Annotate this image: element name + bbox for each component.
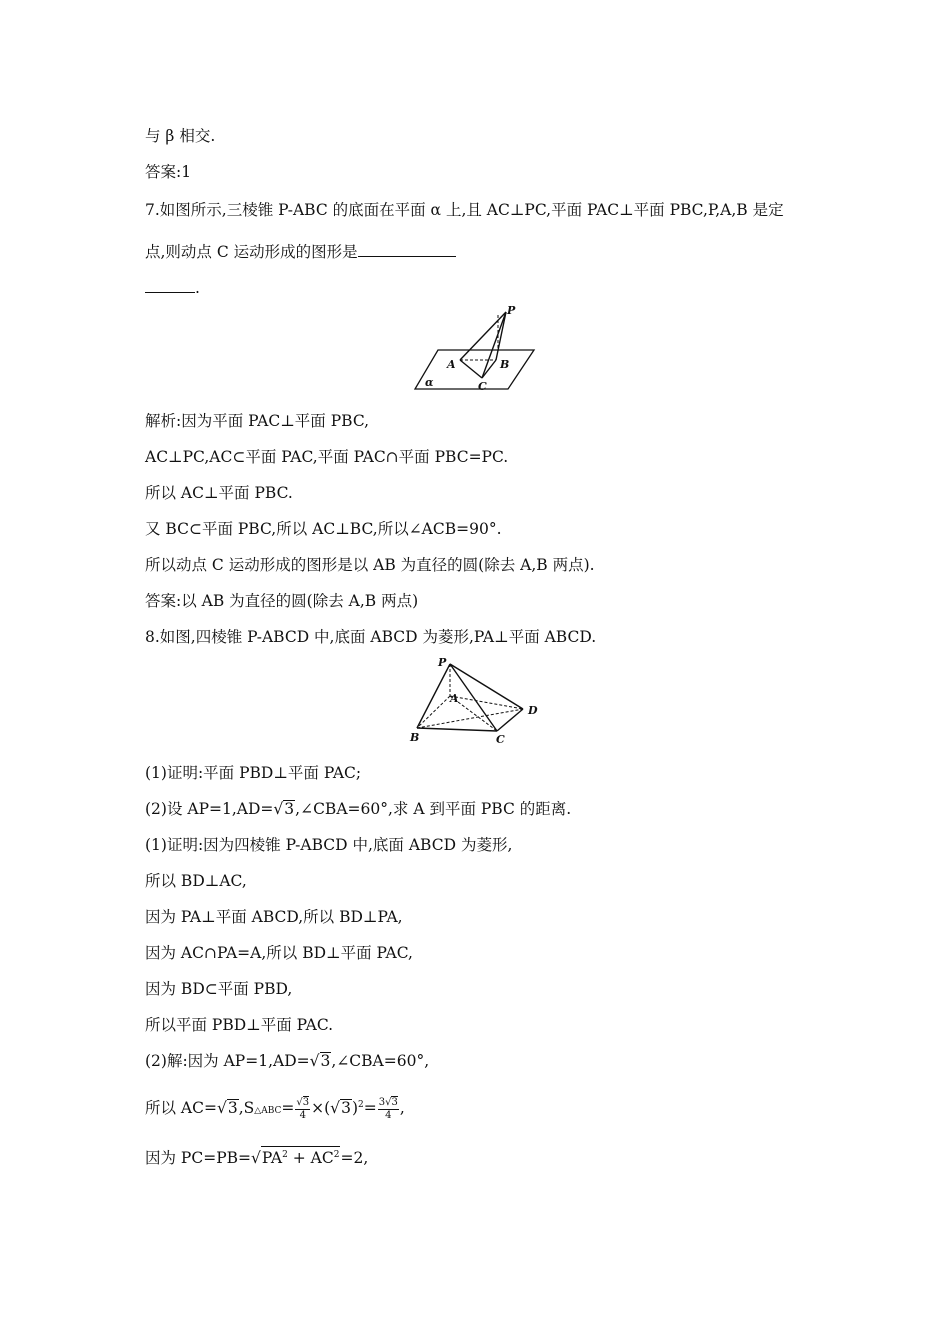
superscript: 2 <box>333 1150 340 1160</box>
term: + AC <box>287 1149 334 1167</box>
sqrt-expr: √3 <box>216 1099 238 1117</box>
denominator: 4 <box>385 1109 392 1121</box>
fraction <box>378 1097 399 1122</box>
radicand: 3 <box>227 1099 238 1117</box>
superscript: 2 <box>282 1150 288 1160</box>
answer-blank <box>145 276 195 293</box>
problem-7-statement: 7.如图所示,三棱锥 P-ABC 的底面在平面 α 上,且 AC⊥PC,平面 PAC⊥平面 PBC,P,A,B 是定 <box>145 201 784 219</box>
text-span: 点,则动点 C 运动形成的图形是 <box>145 243 358 261</box>
label-d: D <box>528 704 538 717</box>
text-span: ×( <box>311 1099 331 1117</box>
proof-line: 所以平面 PBD⊥平面 PAC. <box>145 1016 334 1034</box>
term: PA <box>261 1149 283 1167</box>
text-span: = <box>363 1099 377 1117</box>
label-p: P <box>507 304 516 317</box>
text-span: (2)解:因为 AP=1,AD= <box>145 1052 310 1070</box>
analysis-line: 又 BC⊂平面 PBC,所以 AC⊥BC,所以∠ACB=90°. <box>145 520 502 538</box>
question-2 <box>145 799 571 819</box>
text-span: ,S <box>238 1099 255 1117</box>
numerator: √3 <box>296 1096 310 1108</box>
proof-line: 因为 BD⊂平面 PBD, <box>145 980 293 998</box>
diagonal-bd <box>417 709 523 728</box>
edge-cd <box>497 709 523 731</box>
edge-pb <box>417 664 450 728</box>
solution-line-pc <box>145 1146 368 1168</box>
edge-ac <box>460 360 482 378</box>
fraction <box>295 1097 310 1122</box>
problem-7-statement-cont <box>145 240 456 262</box>
superscript: 2 <box>358 1100 364 1110</box>
figure-pyramid-pabc <box>410 303 540 393</box>
text-span: =2, <box>340 1149 369 1167</box>
text-span: ,∠CBA=60°,求 A 到平面 PBC 的距离. <box>295 800 572 818</box>
sqrt-expr: √3 <box>309 1052 331 1070</box>
sqrt-expr: √3 <box>273 800 295 818</box>
text-line: 答案:1 <box>145 163 192 181</box>
analysis-line: 解析:因为平面 PAC⊥平面 PBC, <box>145 412 370 430</box>
radicand: 3 <box>320 1052 331 1070</box>
proof-line: 因为 PA⊥平面 ABCD,所以 BD⊥PA, <box>145 908 403 926</box>
sqrt-expr: $√PA^2 + AC^2$ <box>251 1146 340 1168</box>
text-span: ) <box>351 1099 358 1117</box>
radicand: 3 <box>391 1096 398 1108</box>
text-span: ,∠CBA=60°, <box>331 1052 430 1070</box>
radicand <box>261 1146 341 1166</box>
radicand: 3 <box>341 1099 351 1117</box>
text-span: . <box>195 279 200 297</box>
solution-line <box>145 1051 429 1071</box>
solution-line-area <box>145 1092 405 1124</box>
label-b: B <box>410 731 420 744</box>
radicand: 3 <box>302 1096 310 1108</box>
radicand: 3 <box>284 800 295 818</box>
proof-line: 因为 AC∩PA=A,所以 BD⊥平面 PAC, <box>145 944 413 962</box>
label-c: C <box>478 380 487 393</box>
question-1: (1)证明:平面 PBD⊥平面 PAC; <box>145 764 362 782</box>
label-b: B <box>500 358 510 371</box>
sqrt-expr: √3 <box>330 1099 351 1117</box>
edge-bc <box>482 360 496 378</box>
answer-blank-line <box>145 276 200 298</box>
subscript: △ABC <box>254 1106 282 1116</box>
proof-line: (1)证明:因为四棱锥 P-ABCD 中,底面 ABCD 为菱形, <box>145 836 513 854</box>
figure-pyramid-pabcd <box>405 654 550 746</box>
coefficient: 3 <box>378 1096 386 1108</box>
analysis-line: AC⊥PC,AC⊂平面 PAC,平面 PAC∩平面 PBC=PC. <box>145 448 509 466</box>
label-p: P <box>438 656 447 669</box>
answer-blank <box>358 240 456 257</box>
text-span: = <box>281 1099 295 1117</box>
label-alpha: α <box>425 376 434 389</box>
analysis-line: 所以 AC⊥平面 PBC. <box>145 484 293 502</box>
label-c: C <box>496 733 505 746</box>
label-a: A <box>450 692 459 705</box>
text-line: 与 β 相交. <box>145 127 216 145</box>
edge-pa <box>460 312 506 360</box>
label-a: A <box>447 358 456 371</box>
text-span: 所以 AC= <box>145 1099 217 1117</box>
answer-line: 答案:以 AB 为直径的圆(除去 A,B 两点) <box>145 592 419 610</box>
proof-line: 所以 BD⊥AC, <box>145 872 247 890</box>
text-span: (2)设 AP=1,AD= <box>145 800 274 818</box>
edge-ab <box>417 696 450 728</box>
edge-bc <box>417 728 497 731</box>
analysis-line: 所以动点 C 运动形成的图形是以 AB 为直径的圆(除去 A,B 两点). <box>145 556 595 574</box>
text-span: 因为 PC=PB= <box>145 1149 252 1167</box>
text-span: , <box>399 1099 405 1117</box>
numerator: 3√3 <box>378 1096 398 1108</box>
problem-8-statement: 8.如图,四棱锥 P-ABCD 中,底面 ABCD 为菱形,PA⊥平面 ABCD. <box>145 628 597 646</box>
denominator: 4 <box>299 1109 306 1121</box>
